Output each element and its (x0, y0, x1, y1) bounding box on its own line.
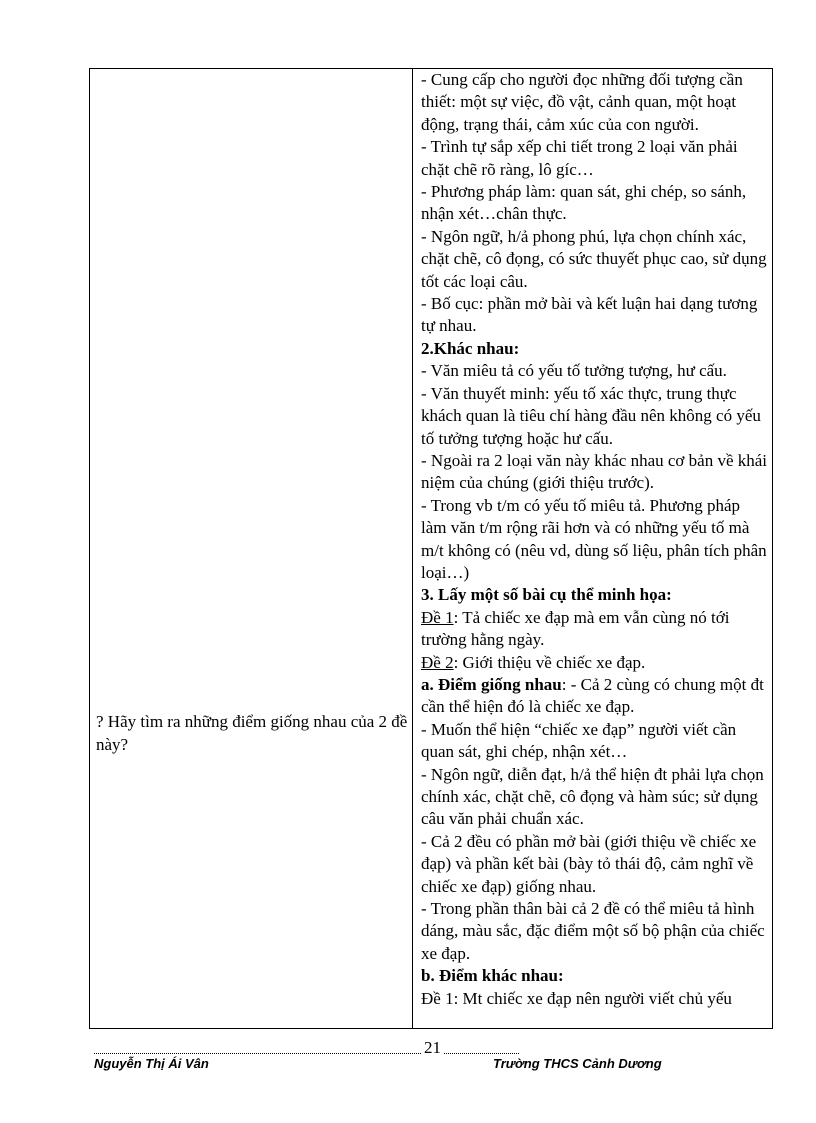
answer-paragraph (421, 360, 769, 382)
answer-paragraph (421, 965, 769, 987)
answer-paragraph (421, 383, 769, 450)
section-heading: b. Điểm khác nhau: (421, 966, 564, 986)
paragraph-text: - Phương pháp làm: quan sát, ghi chép, so sánh, nhận xét…chân thực. (421, 182, 747, 224)
answer-paragraph (421, 607, 769, 652)
answer-paragraph (421, 338, 769, 360)
paragraph-text: - Văn miêu tả có yếu tố tưởng tượng, hư cấu. (421, 361, 727, 381)
paragraph-text: - Ngoài ra 2 loại văn này khác nhau cơ bản về khái niệm của chúng (giới thiệu trước). (421, 450, 768, 493)
paragraph-text: - Muốn thể hiện “chiếc xe đạp” người viết cần quan sát, ghi chép, nhận xét… (421, 719, 737, 762)
answer-paragraph (421, 674, 769, 719)
paragraph-text: - Cả 2 đều có phần mở bài (giới thiệu về chiếc xe đạp) và phần kết bài (bày tỏ thái độ, cảm nghĩ về chiếc xe đạp) giống nhau. (421, 831, 757, 896)
paragraph-text: : - Cả 2 cùng có chung một đt cần thể hiện đó là chiếc xe đạp. (421, 674, 764, 717)
paragraph-text: - Trong phần thân bài cả 2 đề có thể miêu tả hình dáng, màu sắc, đặc điểm một số bộ phận của chiếc xe đạp. (421, 899, 765, 963)
answer-paragraph (421, 652, 769, 674)
paragraph-text: - Trong vb t/m có yếu tố miêu tả. Phương pháp làm văn t/m rộng rãi hơn và có những yếu tố mà m/t không có (nêu vd, dùng số liệu, phân tích phân loại…) (421, 495, 767, 582)
paragraph-text: - Văn thuyết minh: yếu tố xác thực, trung thực khách quan là tiêu chí hàng đầu nên không có yếu tố tưởng tượng hoặc hư cấu. (421, 383, 761, 448)
column-divider (412, 69, 413, 1028)
answer-paragraph (421, 988, 769, 1010)
paragraph-text: : Giới thiệu về chiếc xe đạp. (453, 652, 646, 672)
answer-paragraph (421, 293, 769, 338)
paragraph-text: - Ngôn ngữ, diễn đạt, h/ả thể hiện đt phải lựa chọn chính xác, chặt chẽ, cô đọng và hàm súc; sử dụng câu văn phải chuẩn xác. (421, 764, 764, 829)
section-heading: 3. Lấy một số bài cụ thể minh họa: (421, 585, 672, 605)
page-number: 21 (424, 1038, 441, 1057)
exercise-label: Đề 2 (421, 652, 454, 672)
answer-paragraph (421, 584, 769, 606)
answer-paragraph (421, 898, 769, 965)
author-name: Nguyễn Thị Ái Vân (94, 1056, 209, 1071)
content-table (89, 68, 773, 1029)
question-cell: ? Hãy tìm ra những điểm giống nhau của 2 đề này? (96, 712, 408, 754)
answer-paragraph (421, 136, 769, 181)
exercise-label: Đề 1 (421, 607, 454, 627)
answer-paragraph (421, 226, 769, 293)
answer-cell (421, 69, 769, 1010)
point-label: a. Điểm giống nhau (421, 674, 562, 694)
school-name: Trường THCS Cảnh Dương (493, 1056, 662, 1071)
answer-paragraph (421, 831, 769, 898)
paragraph-text: - Ngôn ngữ, h/ả phong phú, lựa chọn chính xác, chặt chẽ, cô đọng, có sức thuyết phục cao, sử dụng tốt các loại câu. (421, 226, 767, 291)
paragraph-text: : Tả chiếc xe đạp mà em vẫn cùng nó tới trường hằng ngày. (421, 607, 730, 650)
paragraph-text: - Bố cục: phần mở bài và kết luận hai dạng tương tự nhau. (421, 294, 758, 336)
answer-paragraph (421, 495, 769, 585)
footer-dotted-rule (94, 1041, 519, 1054)
paragraph-text: Đề 1: Mt chiếc xe đạp nên người viết chủ yếu (421, 988, 732, 1008)
paragraph-text: - Trình tự sắp xếp chi tiết trong 2 loại văn phải chặt chẽ rõ ràng, lô gíc… (421, 137, 738, 179)
answer-paragraph (421, 450, 769, 495)
answer-paragraph (421, 69, 769, 136)
answer-paragraph (421, 719, 769, 764)
answer-paragraph (421, 181, 769, 226)
answer-paragraph (421, 764, 769, 831)
paragraph-text: - Cung cấp cho người đọc những đối tượng cần thiết: một sự việc, đồ vật, cảnh quan, một hoạt động, trạng thái, cảm xúc của con người. (421, 70, 743, 134)
section-heading: 2.Khác nhau: (421, 338, 520, 358)
